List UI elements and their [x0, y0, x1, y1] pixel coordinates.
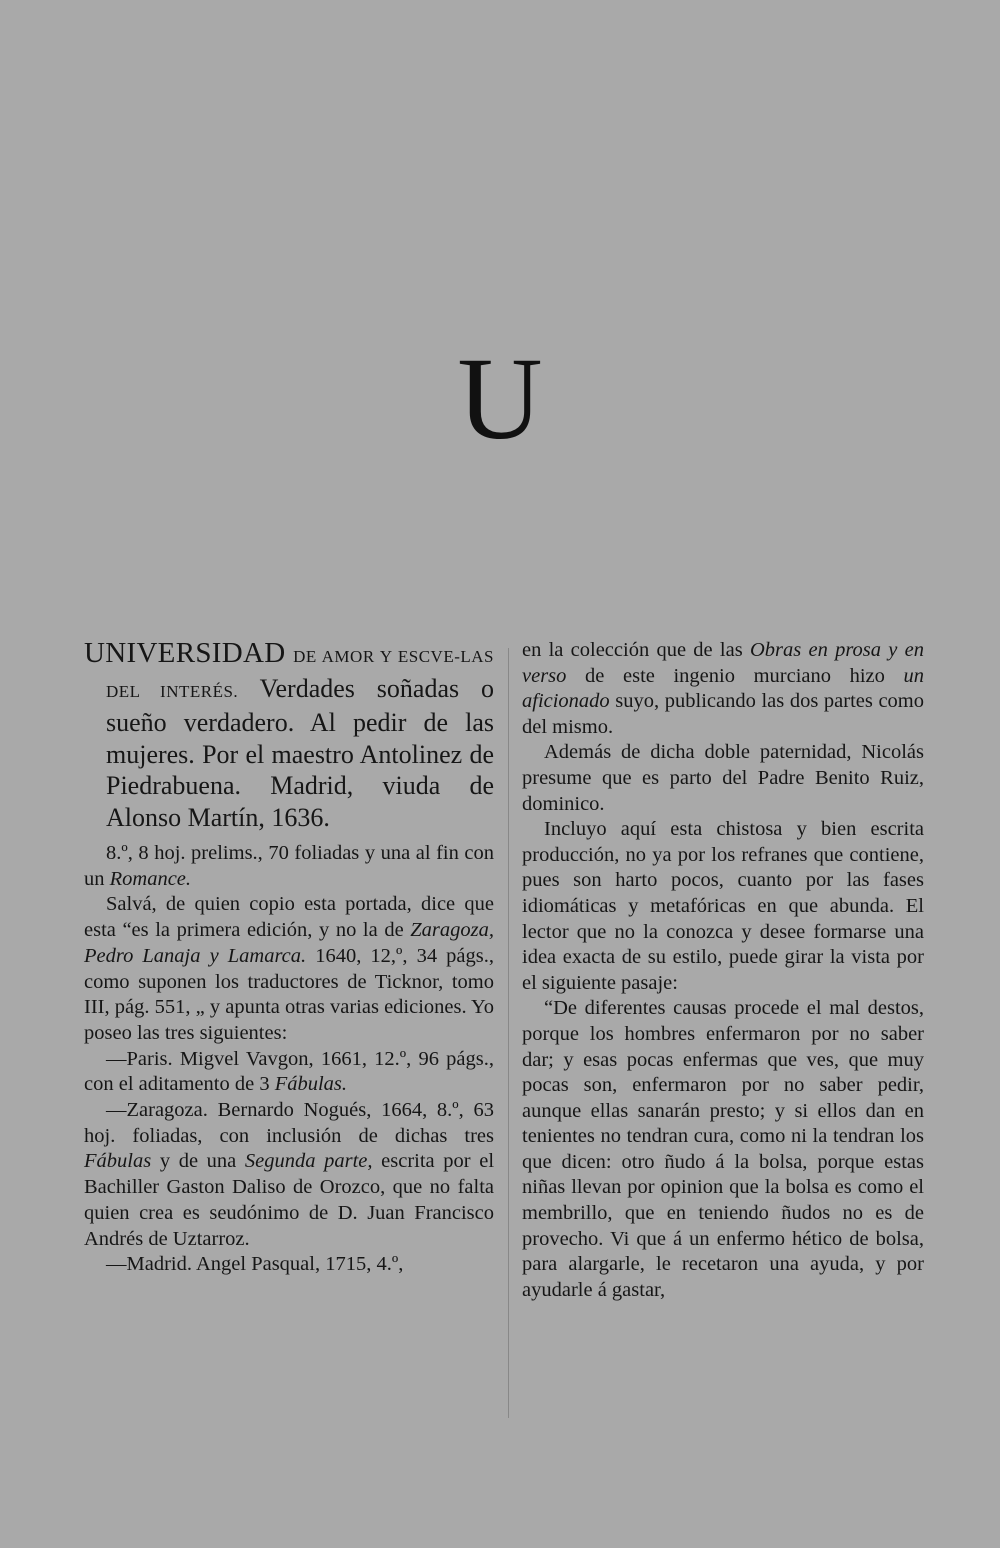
text-run: escrita por el Bachiller Gaston Daliso de Orozco, que no falta quien crea es seudónimo de D. Juan Francisco Andrés de Uztarroz.	[84, 1150, 495, 1250]
left-paragraph-3	[84, 1047, 494, 1098]
text-run: 1640, 12,º, 34 págs., como suponen los traductores de Ticknor, tomo III, pág. 551, „ y apunta otras varias ediciones. Yo poseo las tres siguientes:	[84, 944, 495, 1044]
left-column	[84, 638, 494, 1278]
italic-run: Segunda parte,	[244, 1150, 373, 1173]
right-paragraph-3: Incluyo aquí esta chistosa y bien escrita producción, no ya por los refranes que contiene, pues son harto pocos, cuanto por las fases idiomáticas y metafóricas en que abunda. El lector que no la conozca y desee formarse una idea exacta de su estilo, puede girar la vista por el siguiente pasaje:	[522, 818, 924, 994]
right-paragraph-1	[522, 638, 924, 740]
text-run: en la colección que de las	[522, 639, 743, 661]
text-run: 8.º, 8 hoj. prelims., 70 foliadas y una al fin con un	[84, 842, 494, 890]
italic-run: Fábulas.	[274, 1073, 348, 1096]
text-run: Salvá, de quien copio esta portada, dice que esta “es la primera edición, y no la de	[84, 893, 494, 942]
text-run: y de una	[159, 1150, 237, 1173]
italic-run: Fábulas	[84, 1150, 152, 1173]
text-run: de este ingenio murciano hizo	[585, 664, 885, 687]
text-run: suyo, publicando las dos partes como del mismo.	[522, 690, 925, 738]
text-run: —Paris. Migvel Vavgon, 1661, 12.º, 96 págs., con el aditamento de 3	[84, 1047, 494, 1096]
right-paragraph-2: Además de dicha doble paternidad, Nicolás presume que es parto del Padre Benito Ruiz, dominico.	[522, 741, 924, 815]
entry-title-caps: UNIVERSIDAD	[84, 637, 286, 669]
text-run: —Zaragoza. Bernardo Nogués, 1664, 8.º, 63 hoj. foliadas, con inclusión de dichas tres	[84, 1099, 494, 1147]
left-paragraph-1	[84, 841, 494, 892]
column-divider	[508, 648, 509, 1418]
entry-heading	[84, 638, 494, 833]
left-paragraph-5: —Madrid. Angel Pasqual, 1715, 4.º,	[106, 1253, 404, 1276]
entry-title-smallcaps: DE AMOR Y ESCVE-LAS DEL INTERÉS.	[106, 647, 494, 701]
right-column	[522, 638, 924, 1303]
left-paragraph-2	[84, 892, 494, 1046]
left-paragraph-4	[84, 1098, 494, 1252]
italic-run: Obras en prosa y en verso	[522, 639, 925, 687]
italic-run: un aficionado	[522, 664, 925, 713]
entry-title-rest: Verdades soñadas o sueño verdadero. Al pedir de las mujeres. Por el maestro Antolinez de Piedrabuena. Madrid, viuda de Alonso Martín, 1636.	[106, 673, 494, 832]
italic-run: Zaragoza, Pedro Lanaja y Lamarca.	[84, 919, 494, 967]
section-letter: U	[457, 333, 543, 464]
right-paragraph-4: “De diferentes causas procede el mal destos, porque los hombres enfermaron por no saber dar; y esas pocas enfermas que ves, que muy pocas son, enfermaron por no saber pedir, aunque ellas sanarán presto; y si ellos dan en tenientes no tendran cura, como ni la tendran los que dicen: otro ñudo á la bolsa, porque estas niñas llevan por opinion que la bolsa es como el membrillo, que en teniendo ñudos no es de provecho. Vi que á un enfermo hético de bolsa, para alargarle, le recetaron una ayuda, y por ayudarle á gastar,	[522, 997, 924, 1301]
italic-run: Romance.	[109, 867, 192, 890]
